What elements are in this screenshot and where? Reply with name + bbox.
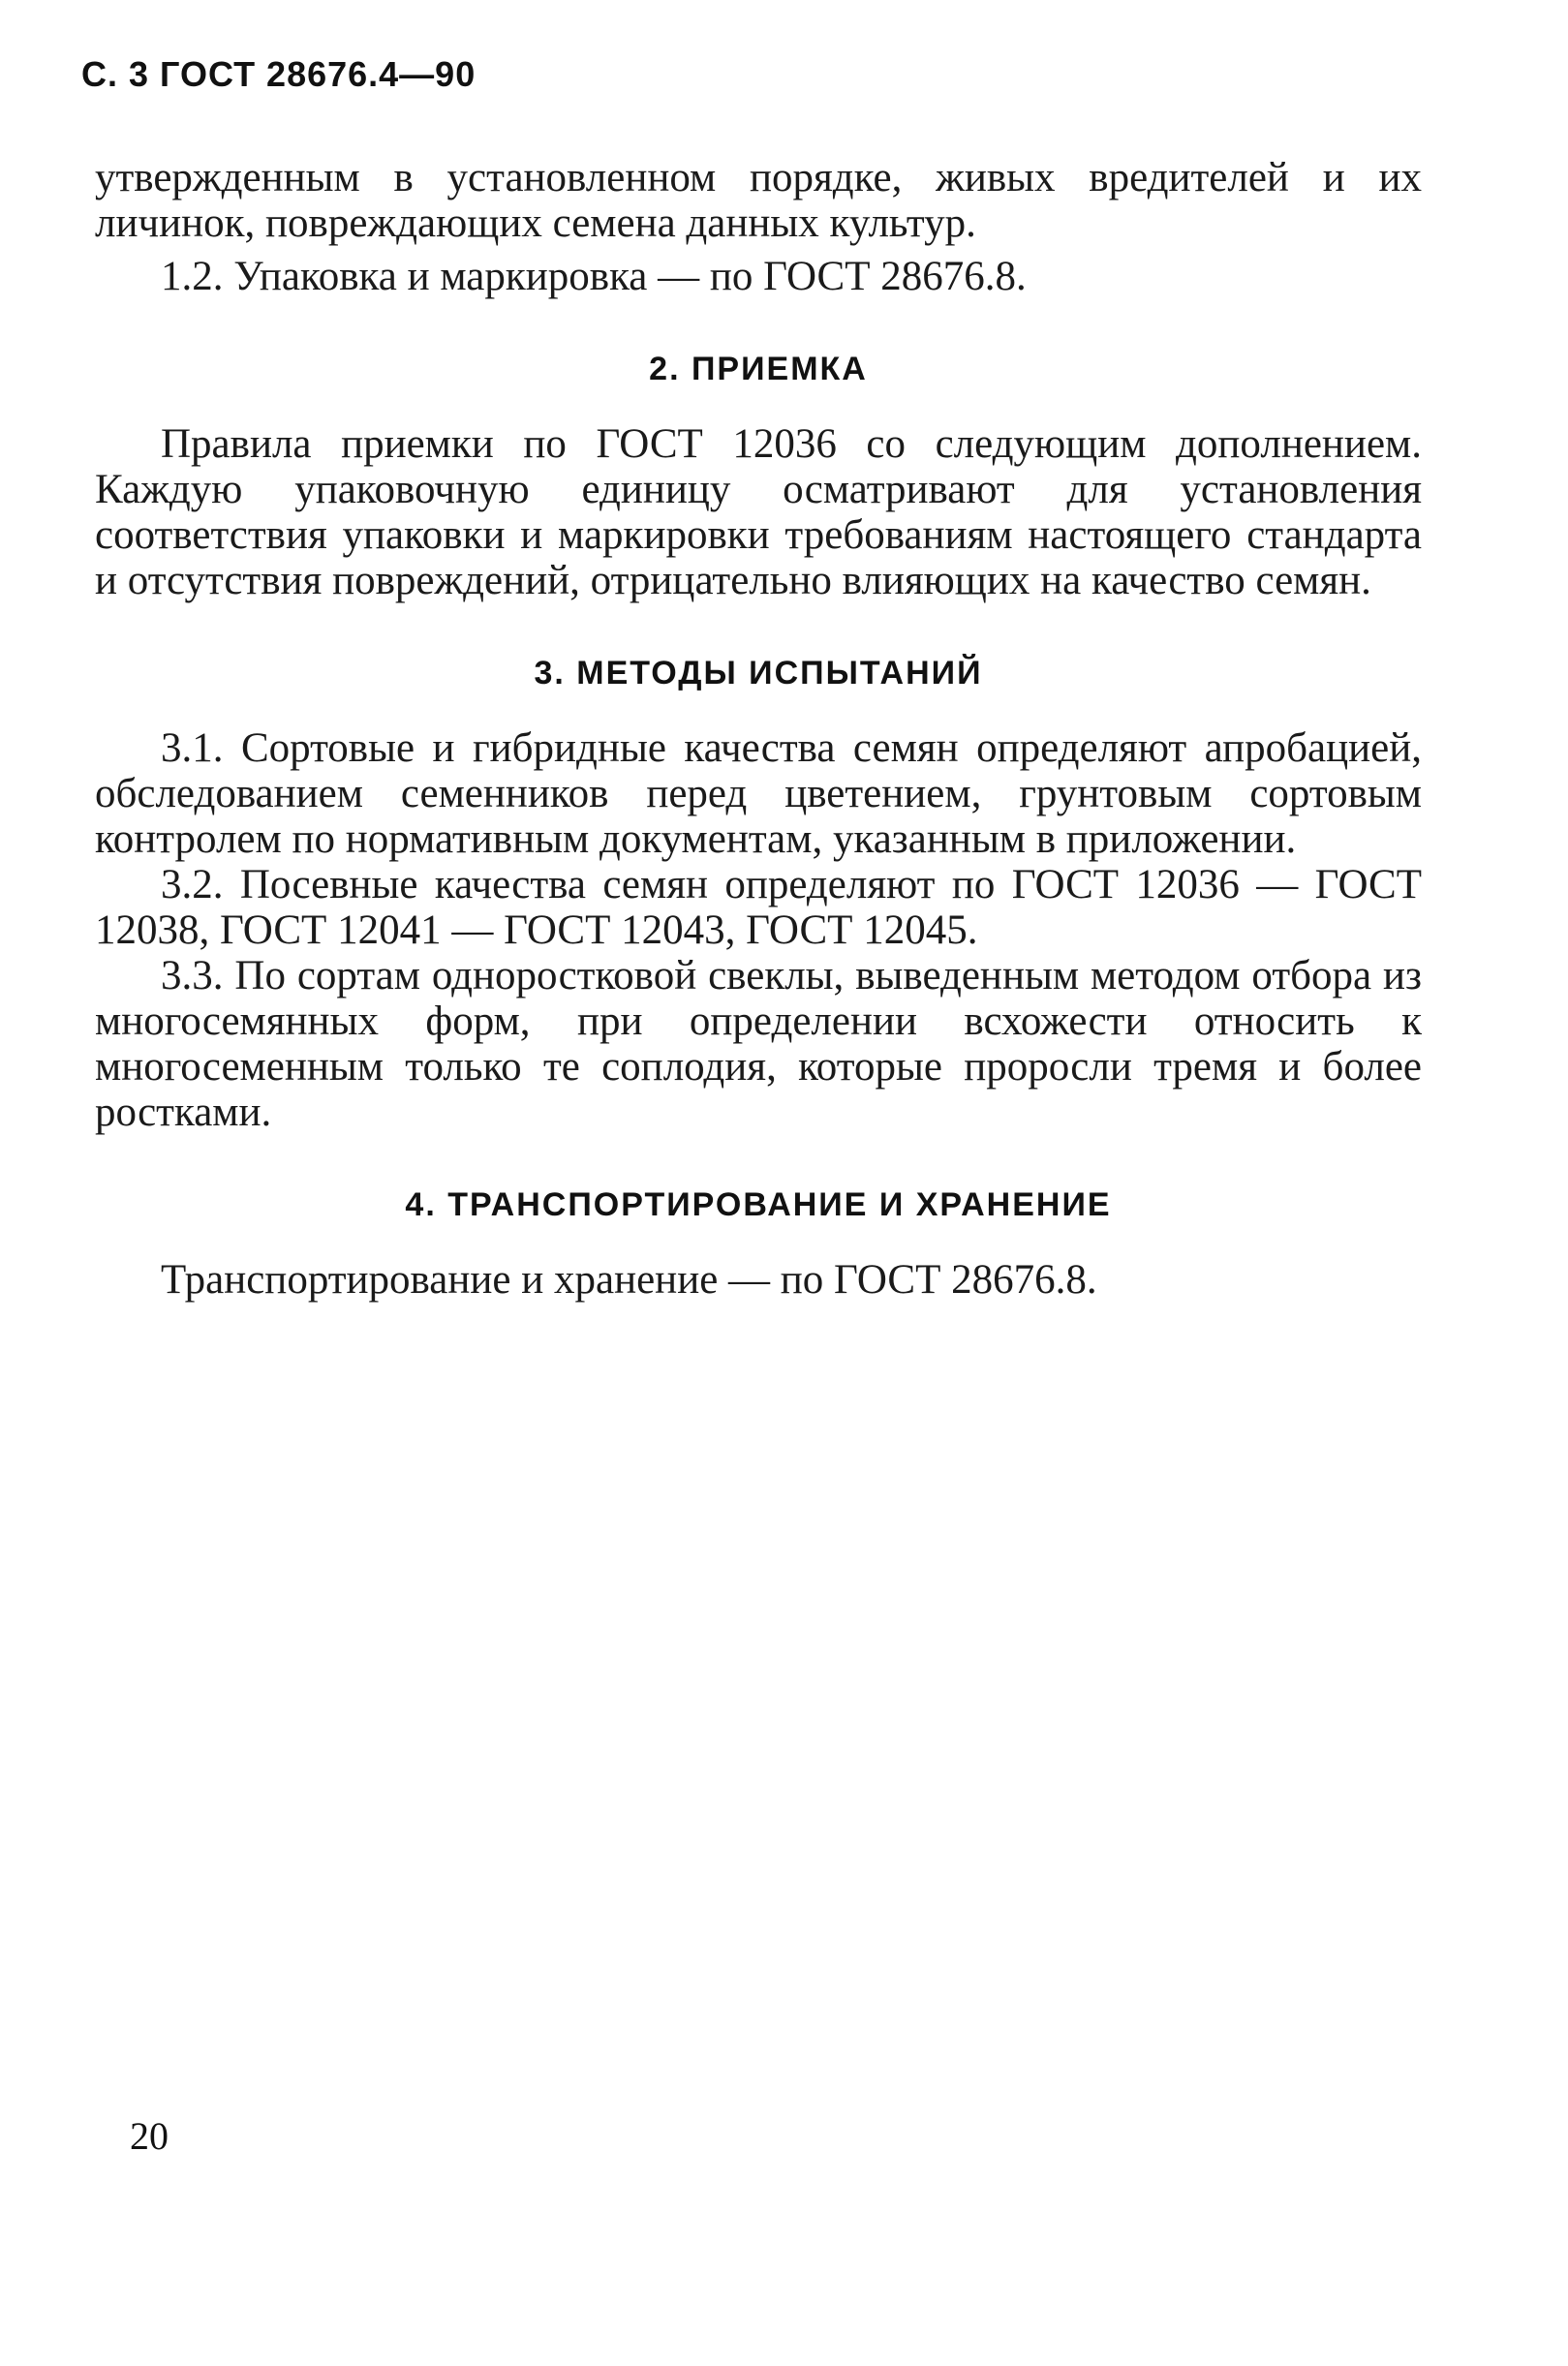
clause-1-2: 1.2. Упаковка и маркировка — по ГОСТ 28676.8. [161,254,1027,299]
document-body [95,155,1422,1303]
clause-3-2: 3.2. Посевные качества семян определяют по ГОСТ 12036 — ГОСТ 12038, ГОСТ 12041 — ГОСТ 12043, ГОСТ 12045. [95,862,1422,953]
section-1-continuation: утвержденным в установленном порядке, живых вредителей и их личинок, повреждающих семена данных культур. [95,155,1422,246]
section-3-heading: 3. МЕТОДЫ ИСПЫТАНИЙ [534,655,983,691]
clause-3-3: 3.3. По сортам одноростковой свеклы, выведенным методом отбора из многосемянных форм, при определении всхожести относить к многосеменным только те соплодия, которые проросли тремя и более ростками. [95,953,1422,1135]
section-2-body: Правила приемки по ГОСТ 12036 со следующим дополнением. Каждую упаковочную единицу осматривают для установления соответствия упаковки и маркировки требованиям настоящего стандарта и отсутствия повреждений, отрицательно влияющих на качество семян. [95,421,1422,603]
page-number: 20 [130,2114,169,2158]
running-header: С. 3 ГОСТ 28676.4—90 [81,54,477,94]
section-2-heading: 2. ПРИЕМКА [649,351,868,387]
clause-3-1: 3.1. Сортовые и гибридные качества семян определяют апробацией, обследованием семенников перед цветением, грунтовым сортовым контролем по нормативным документам, указанным в приложении. [95,725,1422,862]
section-4-body: Транспортирование и хранение — по ГОСТ 28676.8. [161,1257,1097,1303]
section-4-heading: 4. ТРАНСПОРТИРОВАНИЕ И ХРАНЕНИЕ [405,1186,1112,1223]
